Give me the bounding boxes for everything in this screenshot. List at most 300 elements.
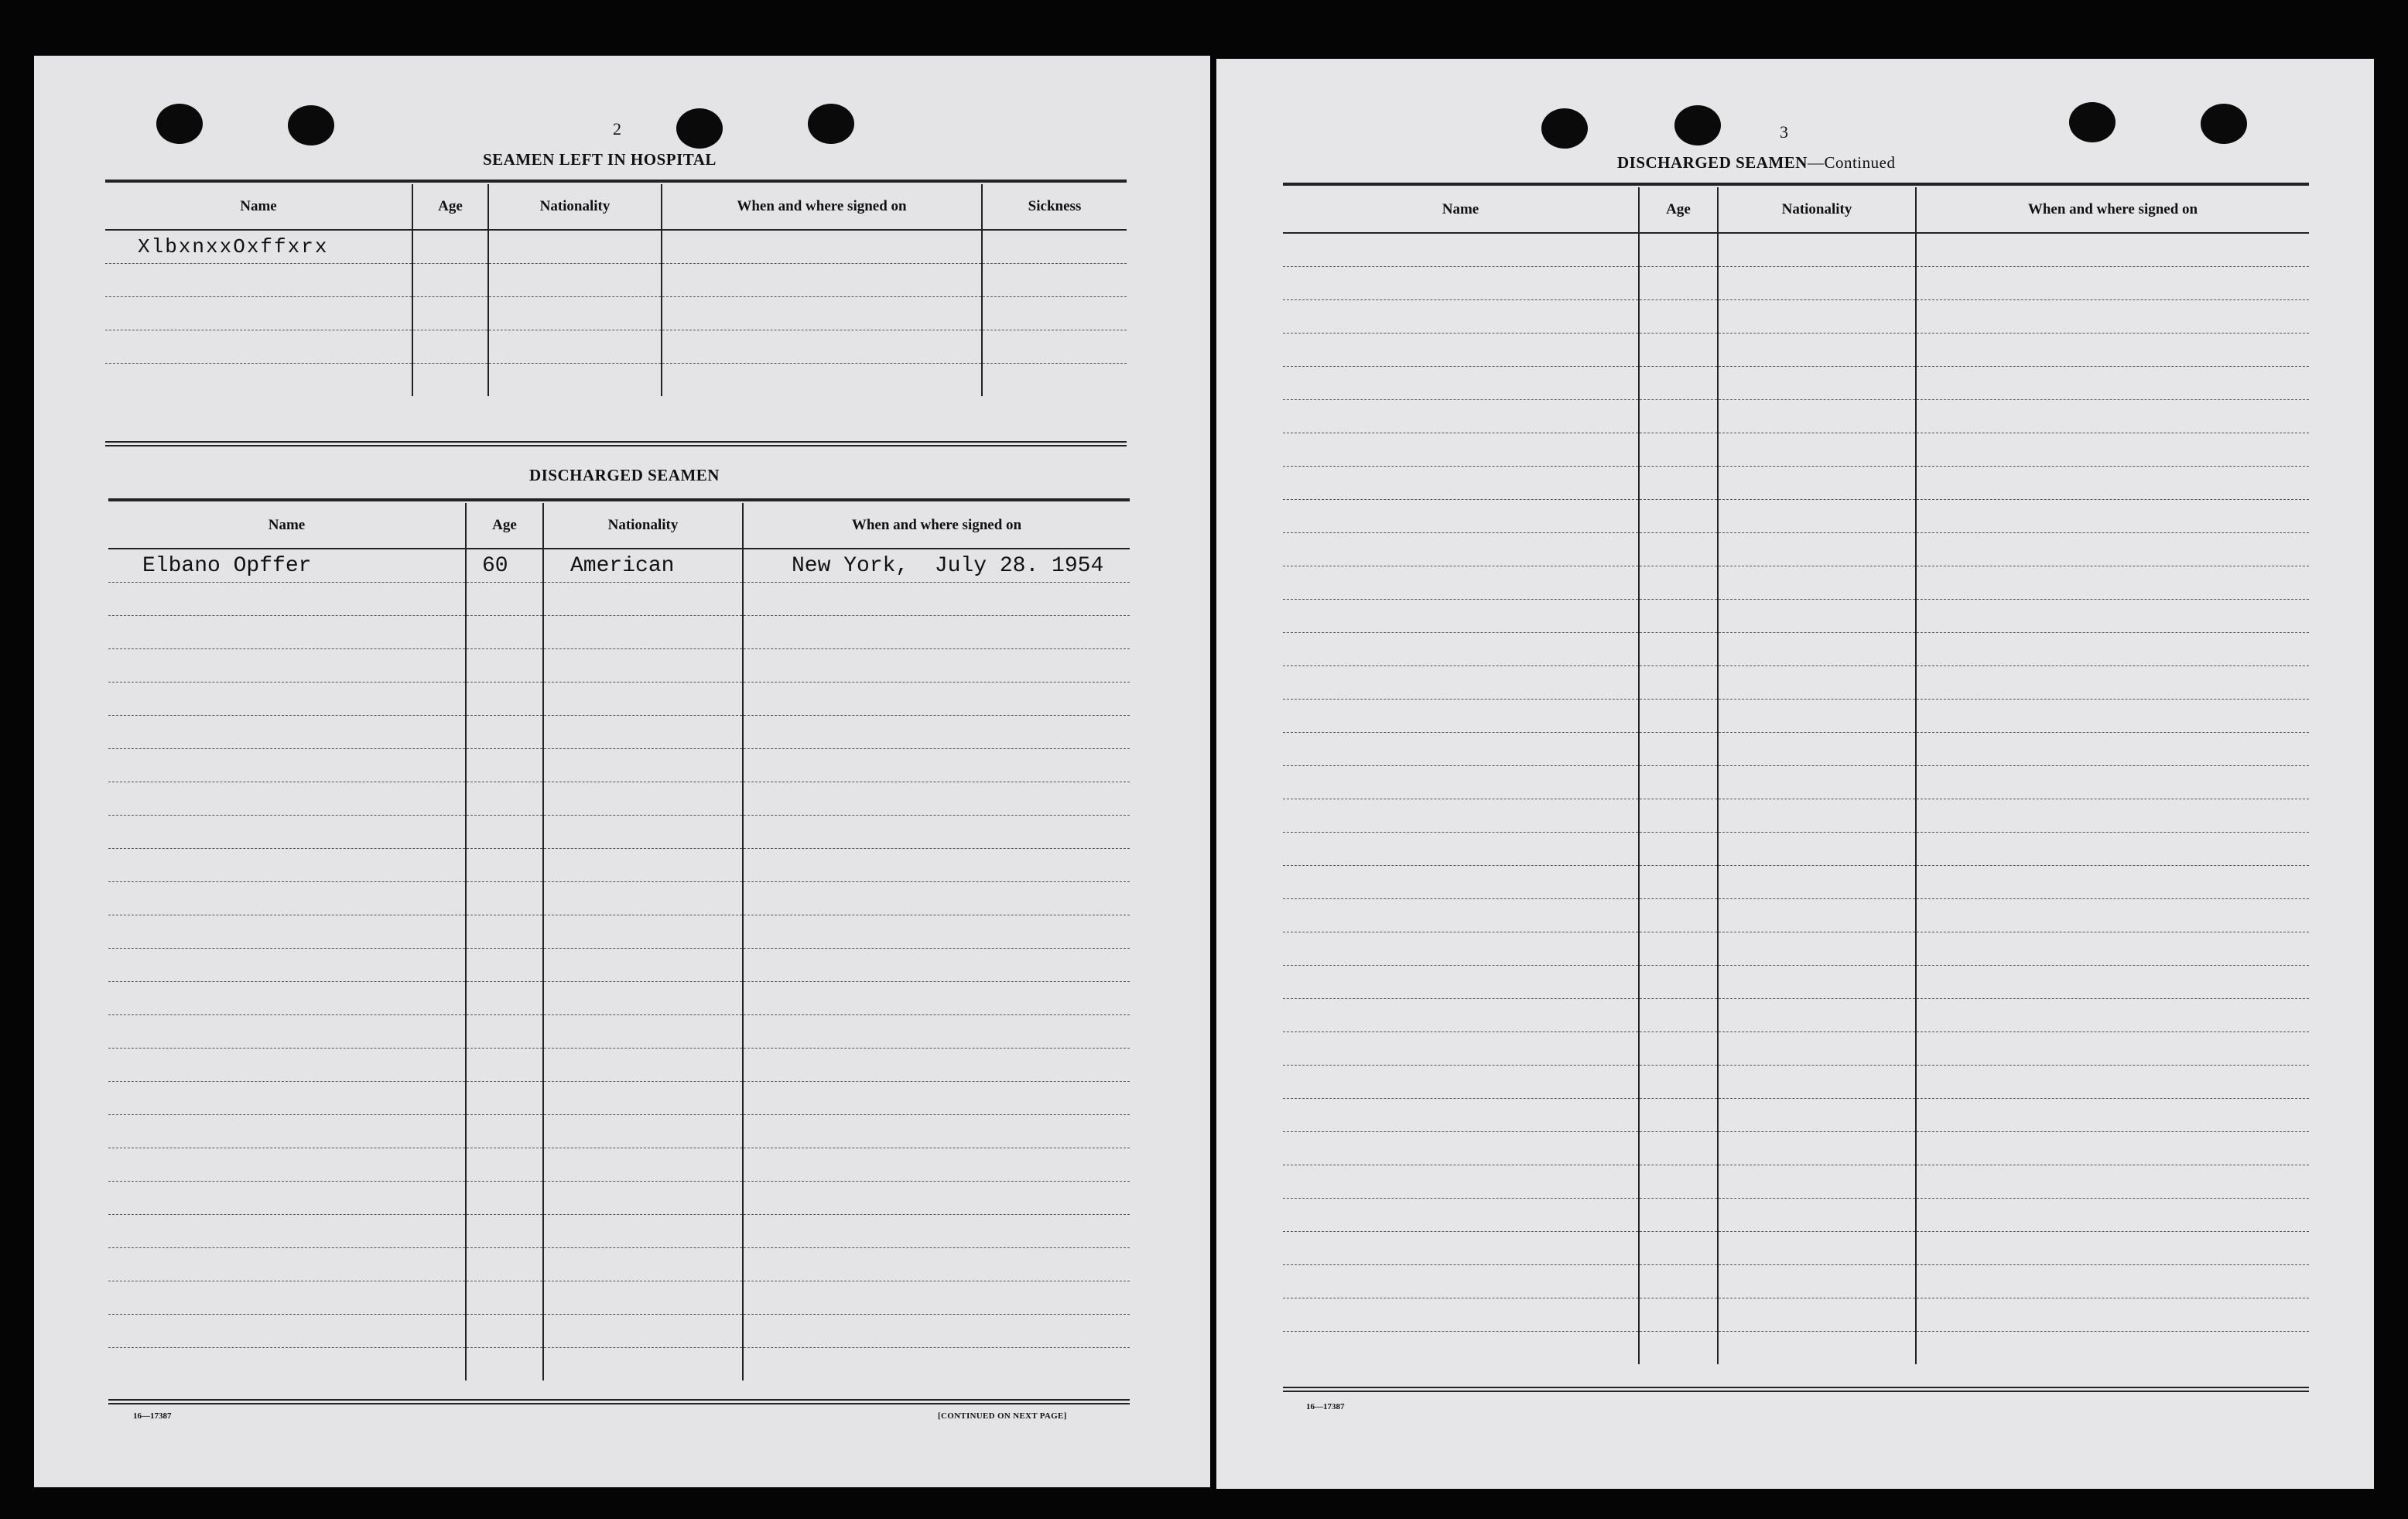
table-row [1283,300,2309,334]
table-cell [743,583,1130,616]
table-header-row [105,184,1127,230]
table-row [1283,400,2309,433]
table-cell [543,1015,743,1049]
table-cell [1718,1066,1916,1099]
table-row [1283,267,2309,300]
table-header-row [108,503,1130,549]
table-cell [1639,1199,1718,1232]
table-cell [543,949,743,982]
table-top-rule [105,180,1127,183]
table-cell [466,816,543,849]
table-cell [1283,600,1639,633]
table-cell [543,583,743,616]
table-cell [662,230,982,264]
table-cell [1718,1032,1916,1066]
table-cell [1283,733,1639,766]
table-row [1283,367,2309,400]
table-cell [743,1215,1130,1248]
table-cell [1916,233,2309,267]
table-cell [1718,1332,1916,1365]
table-cell [543,1115,743,1148]
table-cell [1718,500,1916,533]
table-cell [1916,866,2309,899]
table-cell [1283,300,1639,334]
table-top-rule [1283,183,2309,186]
table-row [108,716,1130,749]
table-cell [1283,1265,1639,1298]
table-cell [543,649,743,683]
table-row [108,616,1130,649]
table-row [1283,799,2309,833]
table-cell [1916,1265,2309,1298]
table-row [1283,1066,2309,1099]
table-cell [543,1215,743,1248]
table-cell [1718,1265,1916,1298]
table-cell [1639,233,1718,267]
table-cell [543,1248,743,1281]
table-cell [466,1348,543,1381]
table-cell [1639,666,1718,700]
table-cell [108,616,466,649]
table-row [108,649,1130,683]
table-cell [466,716,543,749]
table-cell [1639,999,1718,1032]
table-cell [466,683,543,716]
table-cell [1283,467,1639,500]
table-cell [743,749,1130,782]
table-cell [1718,400,1916,433]
table-cell [1639,700,1718,733]
table-row [1283,766,2309,799]
table-cell [1283,500,1639,533]
table-cell [1916,1332,2309,1365]
table-cell [1916,966,2309,999]
table-row [1283,233,2309,267]
table-cell [1718,1099,1916,1132]
table-cell [108,949,466,982]
table-row [1283,433,2309,467]
table-cell [543,1049,743,1082]
table-cell [108,1148,466,1182]
table-cell [466,749,543,782]
table-cell [466,1115,543,1148]
table-row [108,949,1130,982]
column-header-when-where: When and where signed on [1916,187,2309,233]
table-cell [466,782,543,816]
table-row [108,1215,1130,1248]
table-row [105,264,1127,297]
table-cell [1283,334,1639,367]
table-top-rule [108,498,1130,501]
page-number: 2 [613,119,621,139]
table-cell [108,816,466,849]
table-cell [543,982,743,1015]
table-header-row [1283,187,2309,233]
table-cell [1916,334,2309,367]
table-cell [1718,267,1916,300]
table-cell [1639,1099,1718,1132]
table-cell [743,1148,1130,1182]
table-cell [743,1348,1130,1381]
table-cell [1639,833,1718,866]
table-cell [1718,600,1916,633]
table-row [108,1082,1130,1115]
table-cell [743,849,1130,882]
table-cell [982,230,1127,264]
table-row [1283,1165,2309,1199]
table-cell [1639,799,1718,833]
table-cell [1639,566,1718,600]
table-cell [1718,433,1916,467]
table-cell [466,583,543,616]
punch-hole [156,104,203,144]
punch-hole [676,108,723,149]
table-row [108,849,1130,882]
column-header-name: Name [1283,187,1639,233]
table-cell [1639,267,1718,300]
table-row [105,330,1127,364]
table-row [108,1182,1130,1215]
table-cell [1916,1099,2309,1132]
punch-hole [808,104,854,144]
table-cell [543,915,743,949]
table-cell [1639,1132,1718,1165]
table-cell [108,716,466,749]
table-cell [1718,566,1916,600]
table-cell [743,782,1130,816]
table-cell [466,1015,543,1049]
table-cell [1718,467,1916,500]
table-cell [1639,300,1718,334]
table-cell [1916,833,2309,866]
section-double-rule [105,441,1127,446]
table-row [108,882,1130,915]
table-cell [1639,733,1718,766]
discharged-table [108,503,1130,1380]
table-cell [1283,267,1639,300]
table-cell [1916,400,2309,433]
table-row [108,1315,1130,1348]
table-row [1283,334,2309,367]
table-cell [1718,999,1916,1032]
table-cell [1283,799,1639,833]
table-row [108,549,1130,583]
table-cell [743,616,1130,649]
column-header-name: Name [105,184,412,230]
table-cell [1283,1165,1639,1199]
table-cell [743,949,1130,982]
table-cell [743,1281,1130,1315]
table-cell [1283,899,1639,932]
table-cell [108,1315,466,1348]
table-cell [543,849,743,882]
table-row [1283,500,2309,533]
table-cell [1916,367,2309,400]
table-cell [743,716,1130,749]
column-header-nationality: Nationality [1718,187,1916,233]
seaman-nationality: American [543,549,743,583]
table-cell [1639,334,1718,367]
table-row [1283,1099,2309,1132]
table-cell [1283,233,1639,267]
table-cell [466,1215,543,1248]
table-cell [1639,1066,1718,1099]
table-cell [1718,966,1916,999]
table-row [1283,733,2309,766]
table-cell [1283,566,1639,600]
table-cell [108,583,466,616]
column-header-sickness: Sickness [982,184,1127,230]
table-cell [1718,533,1916,566]
table-cell [466,1248,543,1281]
table-cell [108,1115,466,1148]
right-page [1216,59,2374,1489]
table-cell [1283,1032,1639,1066]
table-cell [743,1015,1130,1049]
section-double-rule [108,1399,1130,1404]
table-cell [1639,633,1718,666]
table-cell [1916,932,2309,966]
table-cell [743,1049,1130,1082]
table-row [1283,899,2309,932]
table-cell [1916,799,2309,833]
punch-hole [2201,104,2247,144]
table-cell [1916,600,2309,633]
table-cell [108,1015,466,1049]
column-header-nationality: Nationality [488,184,662,230]
table-cell [1283,1298,1639,1332]
table-cell [1718,866,1916,899]
column-header-age: Age [466,503,543,549]
table-cell [1718,666,1916,700]
table-row [108,1115,1130,1148]
table-row [1283,633,2309,666]
table-cell [1283,1099,1639,1132]
table-row [1283,467,2309,500]
table-cell [1639,433,1718,467]
hospital-section-title: SEAMEN LEFT IN HOSPITAL [483,150,717,169]
table-cell [1916,1066,2309,1099]
seaman-name: Elbano Opffer [108,549,466,583]
table-cell [1718,334,1916,367]
table-cell [543,1082,743,1115]
table-cell [108,1082,466,1115]
column-header-age: Age [1639,187,1718,233]
table-row [1283,866,2309,899]
table-cell [1916,1232,2309,1265]
column-header-nationality: Nationality [543,503,743,549]
table-row [1283,1265,2309,1298]
table-cell [1916,300,2309,334]
table-cell [1718,700,1916,733]
table-cell [1916,467,2309,500]
table-row [108,1015,1130,1049]
table-row [105,364,1127,397]
table-cell [1916,1132,2309,1165]
table-cell [1283,1232,1639,1265]
table-cell [412,230,488,264]
table-cell [1718,1298,1916,1332]
left-page [34,56,1210,1487]
form-number: 16—17387 [133,1411,172,1421]
table-cell [108,849,466,882]
table-cell [543,749,743,782]
column-header-when-where: When and where signed on [743,503,1130,549]
table-cell [1283,400,1639,433]
table-cell [108,982,466,1015]
table-cell [1639,367,1718,400]
table-cell [1283,533,1639,566]
table-cell [543,1348,743,1381]
table-cell [743,816,1130,849]
table-row [1283,666,2309,700]
table-row [105,297,1127,330]
table-row [1283,1199,2309,1232]
table-cell [466,849,543,882]
table-cell [108,1049,466,1082]
table-cell [1639,766,1718,799]
table-row [1283,999,2309,1032]
table-cell [543,1315,743,1348]
table-row [1283,1032,2309,1066]
table-cell [466,616,543,649]
table-cell [1283,367,1639,400]
table-cell [1718,633,1916,666]
table-row [108,782,1130,816]
table-cell [543,716,743,749]
table-cell [1916,566,2309,600]
table-row [108,1281,1130,1315]
discharged-continued-title [1617,153,1895,173]
table-row [108,1148,1130,1182]
table-cell [1639,400,1718,433]
table-cell [1718,1165,1916,1199]
table-cell [1916,766,2309,799]
table-cell [466,1315,543,1348]
table-row [1283,1232,2309,1265]
column-header-age: Age [412,184,488,230]
form-number: 16—17387 [1306,1402,1345,1411]
table-cell [543,816,743,849]
table-cell [743,882,1130,915]
table-cell [1718,1199,1916,1232]
table-cell [108,1281,466,1315]
discharged-section-title: DISCHARGED SEAMEN [529,466,720,484]
table-cell [543,882,743,915]
table-cell [108,749,466,782]
table-cell [1718,733,1916,766]
table-cell [1283,866,1639,899]
table-row [108,816,1130,849]
table-cell [1283,1332,1639,1365]
column-header-when-where: When and where signed on [662,184,982,230]
table-row [1283,966,2309,999]
column-header-name: Name [108,503,466,549]
page-number: 3 [1780,122,1788,142]
table-row [1283,1132,2309,1165]
table-cell [743,683,1130,716]
table-cell [1639,600,1718,633]
table-cell [1916,1165,2309,1199]
table-cell [1283,1199,1639,1232]
table-row [105,230,1127,264]
table-cell [108,915,466,949]
table-row [108,1348,1130,1381]
table-cell [1916,666,2309,700]
table-cell [543,1148,743,1182]
table-cell [1718,300,1916,334]
seaman-signed-on: New York, July 28. 1954 [743,549,1130,583]
table-row [108,1248,1130,1281]
table-cell [1718,233,1916,267]
table-row [108,915,1130,949]
table-cell [743,1248,1130,1281]
table-cell [1283,1066,1639,1099]
table-cell [108,1348,466,1381]
table-cell [108,683,466,716]
table-row [108,583,1130,616]
table-cell [743,1082,1130,1115]
table-cell [743,1115,1130,1148]
table-cell [743,1182,1130,1215]
seaman-age: 60 [466,549,543,583]
table-cell [1639,1232,1718,1265]
table-cell [108,782,466,816]
punch-hole [1541,108,1588,149]
table-cell [743,649,1130,683]
table-row [1283,932,2309,966]
table-cell [543,1281,743,1315]
struck-out-name-cell [105,230,412,264]
continued-note: [CONTINUED ON NEXT PAGE] [938,1411,1067,1421]
table-cell [1283,932,1639,966]
table-cell [1639,1298,1718,1332]
table-cell [1916,999,2309,1032]
table-row [1283,700,2309,733]
table-cell [1283,833,1639,866]
table-cell [743,915,1130,949]
table-cell [1718,1232,1916,1265]
table-cell [108,649,466,683]
table-cell [1283,1132,1639,1165]
table-cell [108,1248,466,1281]
table-cell [1916,733,2309,766]
table-cell [466,1049,543,1082]
table-row [108,1049,1130,1082]
table-cell [1283,700,1639,733]
punch-hole [288,105,334,145]
table-cell [543,782,743,816]
hospital-table [105,184,1127,396]
table-cell [1718,833,1916,866]
table-cell [1283,433,1639,467]
table-cell [1916,267,2309,300]
table-cell [466,1148,543,1182]
table-cell [1639,932,1718,966]
table-cell [1639,866,1718,899]
table-cell [543,616,743,649]
table-cell [1718,766,1916,799]
table-row [108,982,1130,1015]
table-cell [488,230,662,264]
table-cell [543,1182,743,1215]
discharged-continued-table [1283,187,2309,1364]
table-cell [1916,1199,2309,1232]
table-row [1283,566,2309,600]
table-cell [1916,1298,2309,1332]
table-cell [743,982,1130,1015]
section-double-rule [1283,1387,2309,1392]
